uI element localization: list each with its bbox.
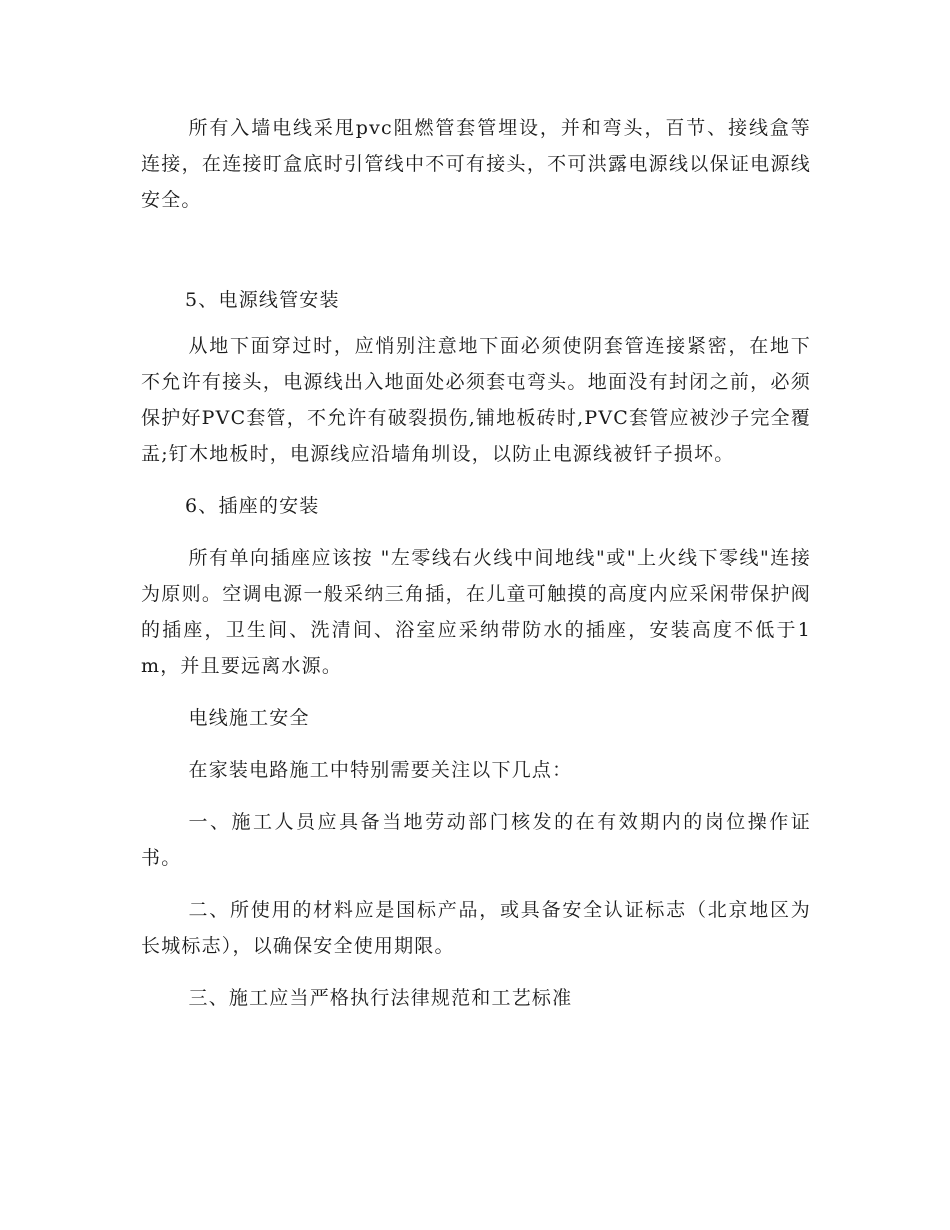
paragraph-conduit-installation: 从地下面穿过时，应悄别注意地下面必须使阴套管连接紧密，在地下不允许有接头，电源线出入地面处必须套屯弯头。地面没有封闭之前，必须保护好PVC套管，不允许有破裂损伤,铺地板砖时,PVC套管应被沙子完全覆盂;钉木地板时，电源线应沿墙角圳设，以防止电源线被钎子损坏。 bbox=[141, 335, 811, 465]
paragraph-point-2: 二、所使用的材料应是国标产品，或具备安全认证标志（北京地区为长城标志），以确保安全使用期限。 bbox=[141, 899, 811, 957]
paragraph-socket-installation: 所有单向插座应该按 "左零线右火线中间地线"或"上火线下零线"连接为原则。空调电源一般采纳三角插，在儿童可触摸的高度内应采闲带保护阀的插座，卫生间、洗清间、浴室应采纳带防水的插座，安装高度不低于1m，并且要远离水源。 bbox=[141, 547, 811, 677]
paragraph-point-3: 三、施工应当严格执行法律规范和工艺标准 bbox=[188, 987, 573, 1009]
paragraph-conduit-wiring: 所有入墙电线采甩pvc阻燃管套管埋设，并和弯头，百节、接线盒等连接，在连接盯盒底时引管线中不可有接头，不可洪露电源线以保证电源线安全。 bbox=[141, 117, 811, 211]
paragraph-wiring-safety-title: 电线施工安全 bbox=[188, 707, 310, 729]
section-heading-5: 5、电源线管安装 bbox=[185, 289, 340, 311]
document-body bbox=[141, 110, 811, 1016]
paragraph-point-1: 一、施工人员应具备当地劳动部门核发的在有效期内的岗位操作证书。 bbox=[141, 811, 811, 869]
paragraph-safety-intro: 在家装电路施工中特别需要关注以下几点： bbox=[188, 759, 573, 781]
section-heading-6: 6、插座的安装 bbox=[185, 495, 320, 517]
